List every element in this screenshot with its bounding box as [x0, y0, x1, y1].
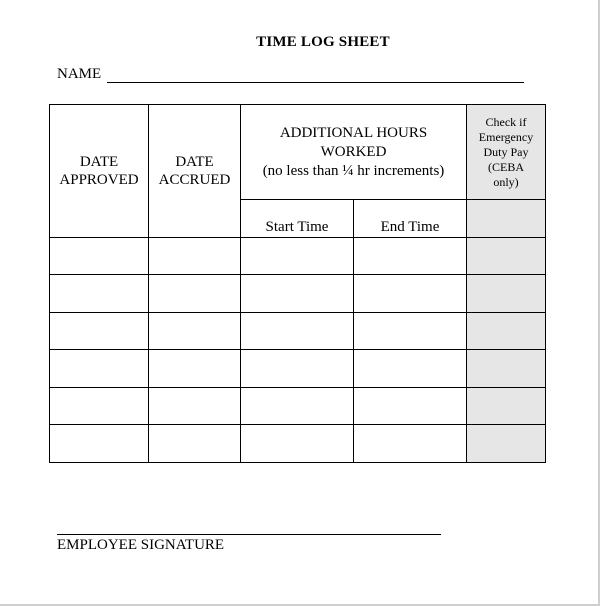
sheet-title: TIME LOG SHEET	[256, 34, 390, 50]
table-row	[50, 388, 546, 425]
name-label: NAME	[57, 66, 102, 82]
header-check-line4: (CEBA	[488, 159, 524, 174]
header-date-approved-line2: APPROVED	[59, 172, 139, 188]
table-row	[50, 275, 546, 313]
cell-date-accrued[interactable]	[149, 388, 241, 425]
cell-emergency-check[interactable]	[467, 238, 546, 275]
header-end-time-label: End Time	[380, 219, 440, 235]
cell-date-approved[interactable]	[50, 238, 149, 275]
table-row	[50, 425, 546, 463]
cell-emergency-check[interactable]	[467, 313, 546, 350]
cell-date-accrued[interactable]	[149, 425, 241, 463]
time-log-table	[49, 104, 546, 463]
header-date-accrued	[149, 105, 241, 238]
header-date-accrued-line2: ACCRUED	[158, 172, 231, 188]
header-date-approved	[50, 105, 149, 238]
signature-label: EMPLOYEE SIGNATURE	[57, 537, 225, 553]
cell-date-accrued[interactable]	[149, 275, 241, 313]
header-date-approved-line1: DATE	[79, 154, 119, 170]
cell-start-time[interactable]	[241, 350, 354, 388]
header-end-time	[354, 200, 467, 238]
cell-start-time[interactable]	[241, 388, 354, 425]
header-date-accrued-line1: DATE	[175, 154, 214, 170]
cell-date-approved[interactable]	[50, 275, 149, 313]
cell-emergency-check[interactable]	[467, 275, 546, 313]
cell-end-time[interactable]	[354, 313, 467, 350]
cell-date-approved[interactable]	[50, 350, 149, 388]
name-row	[57, 66, 524, 83]
cell-date-approved[interactable]	[50, 313, 149, 350]
cell-date-accrued[interactable]	[149, 238, 241, 275]
cell-date-accrued[interactable]	[149, 350, 241, 388]
cell-date-approved[interactable]	[50, 425, 149, 463]
signature-line[interactable]	[57, 534, 441, 535]
header-additional-hours-line1: ADDITIONAL HOURS	[279, 124, 428, 141]
cell-date-approved[interactable]	[50, 388, 149, 425]
header-check-line1: Check if	[485, 114, 527, 129]
header-start-time	[241, 200, 354, 238]
header-check-emergency-duty-pay	[467, 105, 546, 200]
table-row	[50, 350, 546, 388]
cell-emergency-check[interactable]	[467, 425, 546, 463]
header-check-line2: Emergency	[478, 129, 534, 144]
header-check-line3: Duty Pay	[483, 144, 529, 159]
cell-start-time[interactable]	[241, 275, 354, 313]
cell-end-time[interactable]	[354, 388, 467, 425]
header-start-time-label: Start Time	[265, 219, 329, 235]
cell-emergency-check[interactable]	[467, 388, 546, 425]
cell-date-accrued[interactable]	[149, 313, 241, 350]
header-additional-hours-line2: WORKED	[320, 143, 387, 160]
cell-start-time[interactable]	[241, 238, 354, 275]
cell-end-time[interactable]	[354, 425, 467, 463]
cell-end-time[interactable]	[354, 238, 467, 275]
cell-end-time[interactable]	[354, 275, 467, 313]
name-field[interactable]	[107, 66, 524, 83]
header-check-line5: only)	[493, 174, 519, 189]
cell-start-time[interactable]	[241, 313, 354, 350]
cell-end-time[interactable]	[354, 350, 467, 388]
table-row	[50, 313, 546, 350]
header-additional-hours-line3: (no less than ¼ hr increments)	[262, 162, 445, 179]
header-check-blank	[467, 200, 546, 238]
table-row	[50, 238, 546, 275]
cell-emergency-check[interactable]	[467, 350, 546, 388]
header-additional-hours	[241, 105, 467, 200]
cell-start-time[interactable]	[241, 425, 354, 463]
